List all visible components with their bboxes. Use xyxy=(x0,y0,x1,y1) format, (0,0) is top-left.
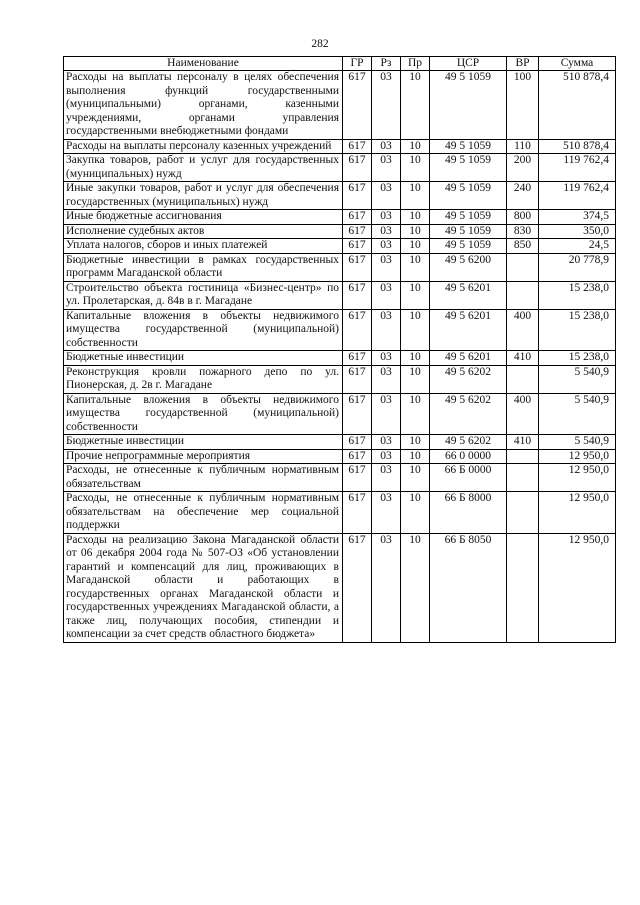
cell-vr: 850 xyxy=(507,239,539,254)
cell-pr: 10 xyxy=(401,154,430,182)
cell-pr: 10 xyxy=(401,309,430,351)
cell-vr xyxy=(507,492,539,534)
cell-rz: 03 xyxy=(372,139,401,154)
table-row xyxy=(64,224,616,239)
cell-rz: 03 xyxy=(372,393,401,435)
cell-vr: 800 xyxy=(507,210,539,225)
cell-gr: 617 xyxy=(343,239,372,254)
cell-csr: 49 5 6202 xyxy=(430,393,507,435)
cell-gr: 617 xyxy=(343,182,372,210)
cell-gr: 617 xyxy=(343,71,372,140)
cell-csr: 49 5 1059 xyxy=(430,139,507,154)
cell-name: Бюджетные инвестиции в рамках государственных программ Магаданской области xyxy=(64,253,343,281)
cell-name: Исполнение судебных актов xyxy=(64,224,343,239)
table-row xyxy=(64,154,616,182)
cell-rz: 03 xyxy=(372,309,401,351)
cell-name: Иные закупки товаров, работ и услуг для обеспечения государственных (муниципальных) нужд xyxy=(64,182,343,210)
cell-name: Расходы на реализацию Закона Магаданской области от 06 декабря 2004 года № 507-ОЗ «Об установлении гарантий и компенсаций для лиц, проживающих в Магаданской области и работающих в государственных органах Магаданской области и государственных учреждениях Магаданской области, а также лиц, получающих пособия, стипендии и компенсации за счет средств областного бюджета» xyxy=(64,533,343,642)
cell-name: Реконструкция кровли пожарного депо по ул. Пионерская, д. 2в г. Магадане xyxy=(64,365,343,393)
table-row xyxy=(64,239,616,254)
cell-gr: 617 xyxy=(343,309,372,351)
cell-name: Капитальные вложения в объекты недвижимого имущества государственной (муниципальной) собственности xyxy=(64,309,343,351)
cell-rz: 03 xyxy=(372,182,401,210)
cell-sum: 510 878,4 xyxy=(539,139,616,154)
cell-sum: 12 950,0 xyxy=(539,449,616,464)
header-name: Наименование xyxy=(64,57,343,71)
table-row xyxy=(64,210,616,225)
cell-gr: 617 xyxy=(343,224,372,239)
cell-sum: 15 238,0 xyxy=(539,281,616,309)
cell-rz: 03 xyxy=(372,449,401,464)
cell-rz: 03 xyxy=(372,464,401,492)
cell-sum: 24,5 xyxy=(539,239,616,254)
cell-vr xyxy=(507,365,539,393)
cell-csr: 66 Б 8050 xyxy=(430,533,507,642)
cell-sum: 374,5 xyxy=(539,210,616,225)
cell-sum: 12 950,0 xyxy=(539,533,616,642)
table-row xyxy=(64,281,616,309)
cell-rz: 03 xyxy=(372,435,401,450)
page-number: 282 xyxy=(311,38,329,50)
cell-pr: 10 xyxy=(401,224,430,239)
cell-gr: 617 xyxy=(343,139,372,154)
cell-sum: 510 878,4 xyxy=(539,71,616,140)
cell-vr xyxy=(507,449,539,464)
cell-vr: 400 xyxy=(507,393,539,435)
cell-rz: 03 xyxy=(372,71,401,140)
cell-sum: 5 540,9 xyxy=(539,365,616,393)
cell-sum: 119 762,4 xyxy=(539,154,616,182)
cell-rz: 03 xyxy=(372,154,401,182)
cell-vr xyxy=(507,281,539,309)
cell-sum: 350,0 xyxy=(539,224,616,239)
cell-rz: 03 xyxy=(372,533,401,642)
header-vr: ВР xyxy=(507,57,539,71)
cell-rz: 03 xyxy=(372,224,401,239)
cell-vr xyxy=(507,464,539,492)
cell-sum: 15 238,0 xyxy=(539,309,616,351)
table-row xyxy=(64,492,616,534)
cell-sum: 15 238,0 xyxy=(539,351,616,366)
cell-csr: 49 5 1059 xyxy=(430,239,507,254)
cell-csr: 49 5 6202 xyxy=(430,435,507,450)
cell-pr: 10 xyxy=(401,182,430,210)
header-pr: Пр xyxy=(401,57,430,71)
cell-rz: 03 xyxy=(372,239,401,254)
table-row xyxy=(64,365,616,393)
cell-pr: 10 xyxy=(401,351,430,366)
cell-rz: 03 xyxy=(372,351,401,366)
header-csr: ЦСР xyxy=(430,57,507,71)
table-row xyxy=(64,139,616,154)
table-row xyxy=(64,435,616,450)
cell-sum: 5 540,9 xyxy=(539,435,616,450)
cell-pr: 10 xyxy=(401,393,430,435)
cell-name: Бюджетные инвестиции xyxy=(64,435,343,450)
cell-pr: 10 xyxy=(401,492,430,534)
cell-vr: 100 xyxy=(507,71,539,140)
table-row xyxy=(64,449,616,464)
cell-pr: 10 xyxy=(401,210,430,225)
cell-pr: 10 xyxy=(401,239,430,254)
cell-pr: 10 xyxy=(401,533,430,642)
cell-rz: 03 xyxy=(372,281,401,309)
table-row xyxy=(64,182,616,210)
cell-name: Закупка товаров, работ и услуг для государственных (муниципальных) нужд xyxy=(64,154,343,182)
cell-csr: 66 Б 0000 xyxy=(430,464,507,492)
cell-vr: 830 xyxy=(507,224,539,239)
cell-rz: 03 xyxy=(372,492,401,534)
cell-vr: 410 xyxy=(507,351,539,366)
cell-pr: 10 xyxy=(401,253,430,281)
cell-sum: 12 950,0 xyxy=(539,492,616,534)
cell-gr: 617 xyxy=(343,281,372,309)
table-row xyxy=(64,464,616,492)
cell-csr: 49 5 6201 xyxy=(430,351,507,366)
cell-csr: 49 5 1059 xyxy=(430,182,507,210)
cell-name: Расходы на выплаты персоналу в целях обеспечения выполнения функций государственными (муниципальными) органами, казенными учреждениями, органами управления государственными внебюджетными фондами xyxy=(64,71,343,140)
cell-name: Бюджетные инвестиции xyxy=(64,351,343,366)
cell-pr: 10 xyxy=(401,71,430,140)
cell-csr: 49 5 1059 xyxy=(430,224,507,239)
cell-vr: 240 xyxy=(507,182,539,210)
cell-rz: 03 xyxy=(372,253,401,281)
cell-vr xyxy=(507,253,539,281)
table-row xyxy=(64,533,616,642)
cell-gr: 617 xyxy=(343,154,372,182)
cell-csr: 66 Б 8000 xyxy=(430,492,507,534)
header-gr: ГР xyxy=(343,57,372,71)
cell-csr: 49 5 1059 xyxy=(430,154,507,182)
cell-rz: 03 xyxy=(372,210,401,225)
cell-pr: 10 xyxy=(401,464,430,492)
cell-pr: 10 xyxy=(401,449,430,464)
cell-name: Капитальные вложения в объекты недвижимого имущества государственной (муниципальной) собственности xyxy=(64,393,343,435)
cell-vr: 110 xyxy=(507,139,539,154)
cell-vr: 400 xyxy=(507,309,539,351)
cell-sum: 119 762,4 xyxy=(539,182,616,210)
cell-sum: 12 950,0 xyxy=(539,464,616,492)
cell-csr: 66 0 0000 xyxy=(430,449,507,464)
table-row xyxy=(64,71,616,140)
cell-csr: 49 5 1059 xyxy=(430,71,507,140)
header-rz: Рз xyxy=(372,57,401,71)
cell-name: Иные бюджетные ассигнования xyxy=(64,210,343,225)
cell-gr: 617 xyxy=(343,210,372,225)
cell-name: Прочие непрограммные мероприятия xyxy=(64,449,343,464)
cell-vr xyxy=(507,533,539,642)
cell-name: Уплата налогов, сборов и иных платежей xyxy=(64,239,343,254)
cell-csr: 49 5 6201 xyxy=(430,309,507,351)
cell-vr: 410 xyxy=(507,435,539,450)
cell-pr: 10 xyxy=(401,281,430,309)
cell-name: Расходы на выплаты персоналу казенных учреждений xyxy=(64,139,343,154)
cell-rz: 03 xyxy=(372,365,401,393)
cell-gr: 617 xyxy=(343,464,372,492)
cell-gr: 617 xyxy=(343,533,372,642)
cell-gr: 617 xyxy=(343,393,372,435)
cell-gr: 617 xyxy=(343,449,372,464)
header-sum: Сумма xyxy=(539,57,616,71)
table-row xyxy=(64,393,616,435)
cell-gr: 617 xyxy=(343,435,372,450)
cell-csr: 49 5 6200 xyxy=(430,253,507,281)
cell-name: Расходы, не отнесенные к публичным нормативным обязательствам xyxy=(64,464,343,492)
cell-name: Строительство объекта гостиница «Бизнес-центр» по ул. Пролетарская, д. 84в в г. Магадане xyxy=(64,281,343,309)
table-row xyxy=(64,253,616,281)
cell-csr: 49 5 6201 xyxy=(430,281,507,309)
table-header-row xyxy=(64,57,616,71)
table-row xyxy=(64,309,616,351)
budget-table xyxy=(63,56,616,643)
cell-pr: 10 xyxy=(401,139,430,154)
cell-csr: 49 5 6202 xyxy=(430,365,507,393)
table-row xyxy=(64,351,616,366)
cell-sum: 20 778,9 xyxy=(539,253,616,281)
cell-sum: 5 540,9 xyxy=(539,393,616,435)
cell-gr: 617 xyxy=(343,365,372,393)
cell-name: Расходы, не отнесенные к публичным нормативным обязательствам на обеспечение мер социальной поддержки xyxy=(64,492,343,534)
cell-vr: 200 xyxy=(507,154,539,182)
cell-gr: 617 xyxy=(343,253,372,281)
cell-csr: 49 5 1059 xyxy=(430,210,507,225)
cell-gr: 617 xyxy=(343,492,372,534)
cell-pr: 10 xyxy=(401,435,430,450)
table-body xyxy=(64,71,616,643)
cell-pr: 10 xyxy=(401,365,430,393)
cell-gr: 617 xyxy=(343,351,372,366)
